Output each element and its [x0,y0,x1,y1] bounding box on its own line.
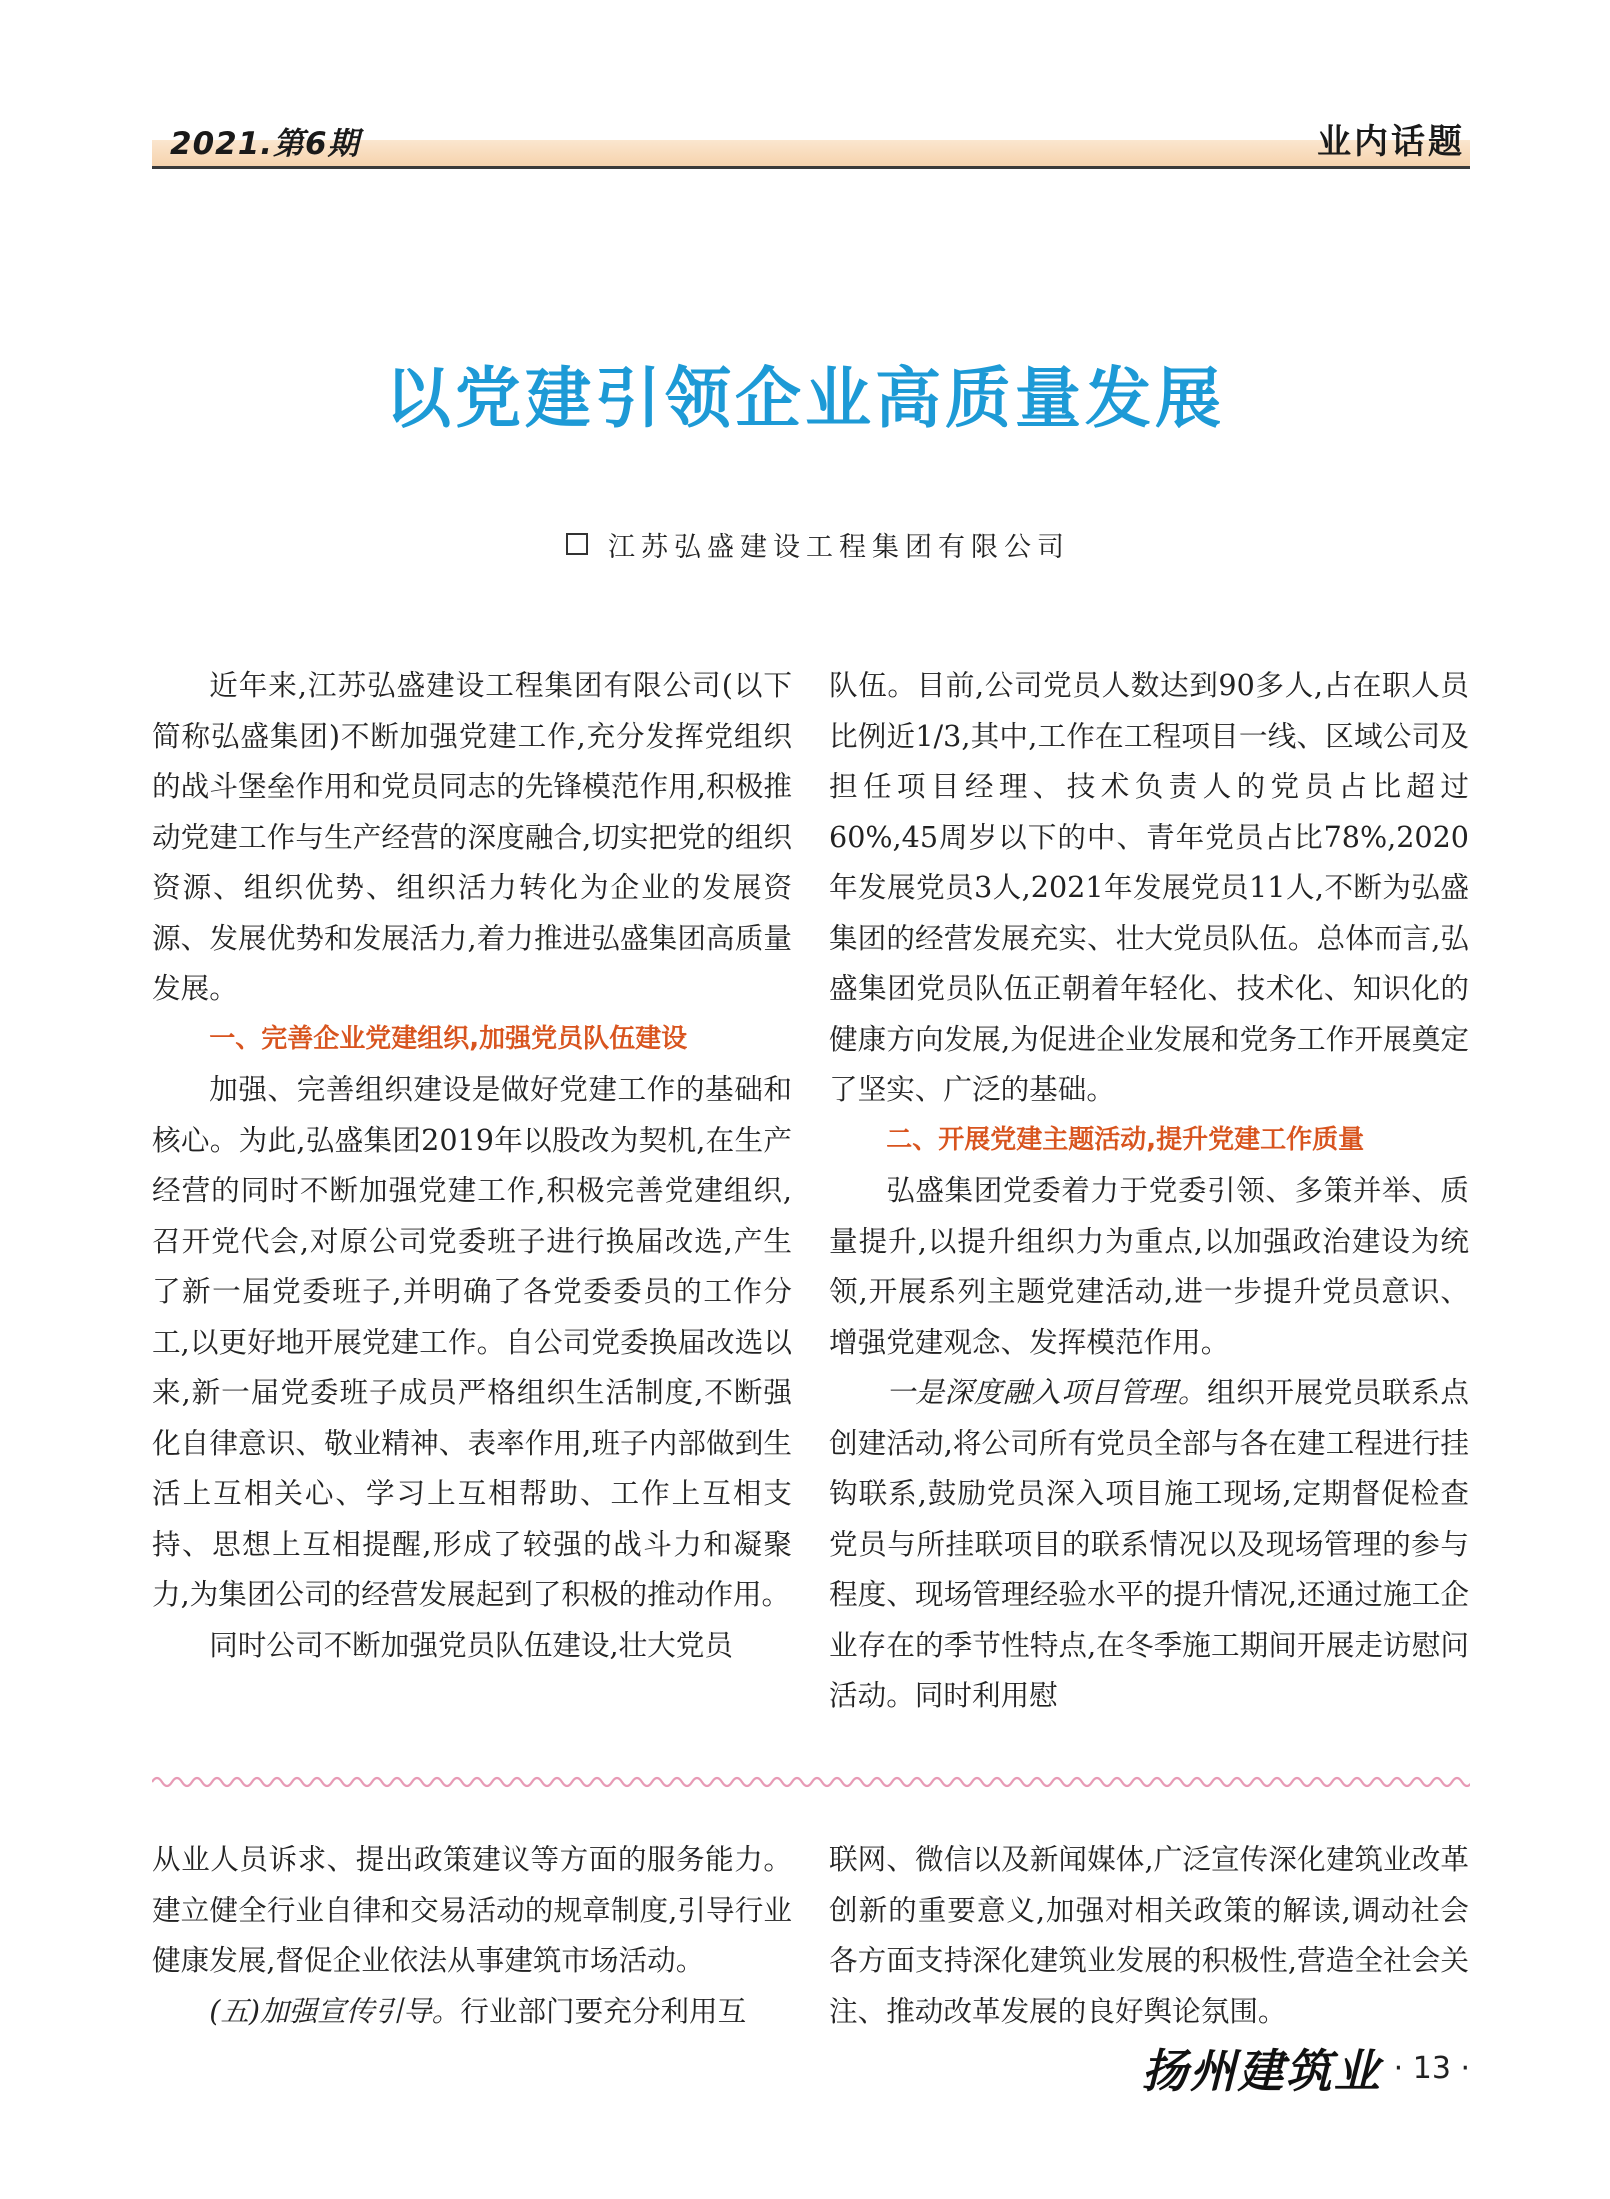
header-rule [152,166,1470,169]
paragraph: 弘盛集团党委着力于党委引领、多策并举、质量提升,以提升组织力为重点,以加强政治建设为统领,开展系列主题党建活动,进一步提升党员意识、增强党建观念、发挥模范作用。 [829,1173,1469,1359]
paragraph-body: 组织开展党员联系点创建活动,将公司所有党员全部与各在建工程进行挂钩联系,鼓励党员深入项目施工现场,定期督促检查党员与所挂联项目的联系情况以及现场管理的参与程度、现场管理经验水平的提升情况,还通过施工企业存在的季节性特点,在冬季施工期间开展走访慰问活动。同时利用慰 [829,1375,1469,1712]
paragraph [152,1986,792,2037]
wavy-divider [152,1770,1470,1794]
paragraph [829,1367,1469,1721]
paragraph: 同时公司不断加强党员队伍建设,壮大党员 [209,1627,733,1662]
paragraph: 联网、微信以及新闻媒体,广泛宣传深化建筑业改革创新的重要意义,加强对相关政策的解读,调动社会各方面支持深化建筑业发展的积极性,营造全社会关注、推动改革发展的良好舆论氛围。 [829,1842,1469,2028]
issue-label: 2021.第6期 [170,126,360,162]
author-line [566,524,1070,564]
article-title: 以党建引领企业高质量发展 [385,360,1225,437]
paragraph: 加强、完善组织建设是做好党建工作的基础和核心。为此,弘盛集团2019年以股改为契机,在生产经营的同时不断加强党建工作,积极完善党建组织,召开党代会,对原公司党委班子进行换届改选,产生了新一届党委班子,并明确了各党委委员的工作分工,以更好地开展党建工作。自公司党委换届改选以来,新一届党委班子成员严格组织生活制度,不断强化自律意识、敬业精神、表率作用,班子内部做到生活上互相关心、学习上互相帮助、工作上互相支持、思想上互相提醒,形成了较强的战斗力和凝聚力,为集团公司的经营发展起到了积极的推动作用。 [152,1072,792,1611]
author-name: 江苏弘盛建设工程集团有限公司 [608,531,1070,563]
paragraph-lead: (五)加强宣传引导。 [209,1993,461,2028]
paragraph: 从业人员诉求、提出政策建议等方面的服务能力。建立健全行业自律和交易活动的规章制度,引导行业健康发展,督促企业依法从事建筑市场活动。 [152,1842,792,1977]
magazine-logo: 扬州建筑业 [1141,2044,1382,2098]
section-label: 业内话题 [1317,122,1465,162]
section-heading-1: 一、完善企业党建组织,加强党员队伍建设 [209,1023,688,1054]
column-left-top [152,660,792,1670]
page-footer [1142,2035,1470,2101]
paragraph: 近年来,江苏弘盛建设工程集团有限公司(以下简称弘盛集团)不断加强党建工作,充分发挥党组织的战斗堡垒作用和党员同志的先锋模范作用,积极推动党建工作与生产经营的深度融合,切实把党的组织资源、组织优势、组织活力转化为企业的发展资源、发展优势和发展活力,着力推进弘盛集团高质量发展。 [152,668,792,1005]
square-bullet-icon [566,533,588,555]
column-right-top [829,660,1469,1721]
paragraph-lead: 一是深度融入项目管理。 [886,1375,1208,1409]
column-left-bottom [152,1834,792,2036]
page-number: · 13 · [1393,2050,1470,2086]
section-heading-2: 二、开展党建主题活动,提升党建工作质量 [886,1124,1365,1155]
paragraph-body: 行业部门要充分利用互 [460,1993,747,2028]
paragraph: 队伍。目前,公司党员人数达到90多人,占在职人员比例近1/3,其中,工作在工程项目一线、区域公司及担任项目经理、技术负责人的党员占比超过60%,45周岁以下的中、青年党员占比78%,2020年发展党员3人,2021年发展党员11人,不断为弘盛集团的经营发展充实、壮大党员队伍。总体而言,弘盛集团党员队伍正朝着年轻化、技术化、知识化的健康方向发展,为促进企业发展和党务工作开展奠定了坚实、广泛的基础。 [829,668,1469,1106]
column-right-bottom [829,1834,1469,2036]
